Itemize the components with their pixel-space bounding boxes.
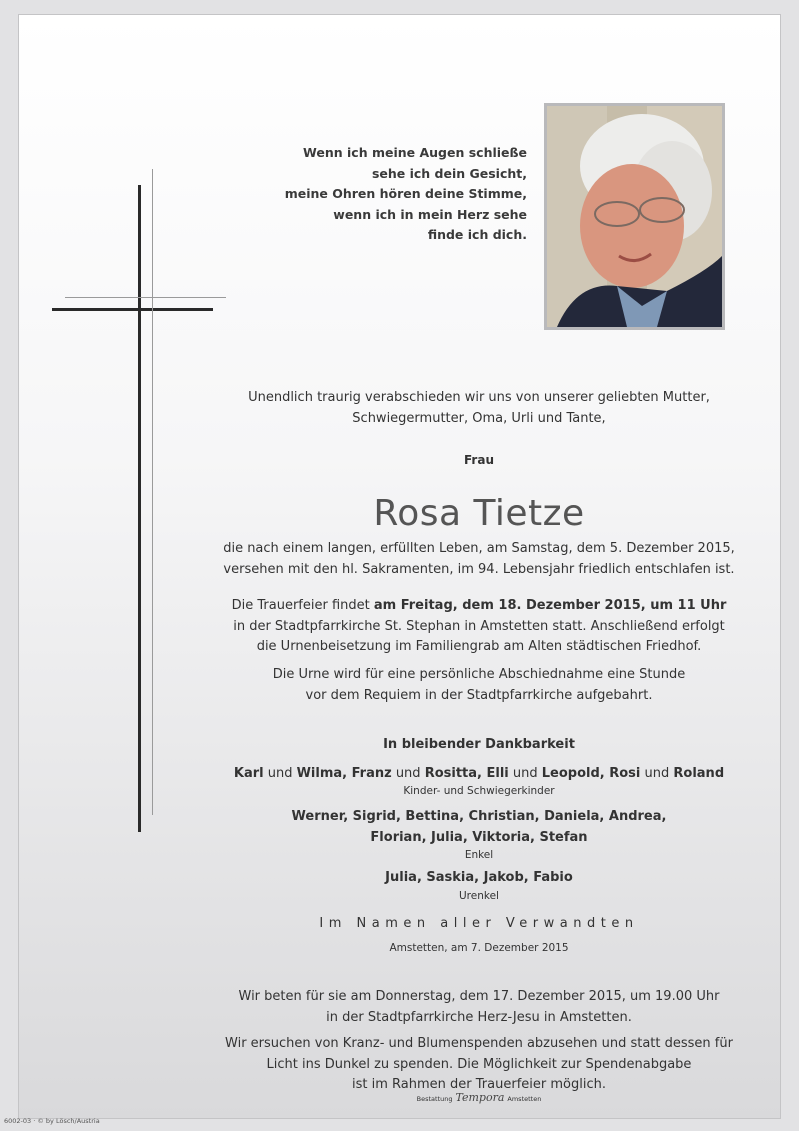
great-grandchildren-label: Urenkel bbox=[459, 890, 499, 902]
undertaker-credit: Bestattung Tempora Amstetten bbox=[416, 1091, 542, 1104]
funeral-line-1: Die Trauerfeier findet am Freitag, dem 18. Dezember 2015, um 11 Uhr bbox=[231, 598, 727, 613]
print-code: 6002-03 · © by Lösch/Austria bbox=[4, 1117, 100, 1125]
grandchildren-line-2: Florian, Julia, Viktoria, Stefan bbox=[370, 829, 588, 845]
grandchildren-label: Enkel bbox=[464, 849, 494, 861]
portrait-image bbox=[547, 106, 722, 327]
death-notice bbox=[169, 539, 789, 580]
funeral-info bbox=[169, 596, 789, 658]
donation-info bbox=[169, 1034, 789, 1096]
funeral-line-3: die Urnenbeisetzung im Familiengrab am Alten städtischen Friedhof. bbox=[256, 639, 702, 654]
relatives-line: Im Namen aller Verwandten bbox=[319, 916, 639, 931]
children-names: Karl und Wilma, Franz und Rositta, Elli und Leopold, Rosi und Roland bbox=[233, 766, 725, 781]
portrait-photo bbox=[544, 103, 725, 330]
poem: Wenn ich meine Augen schließe sehe ich dein Gesicht, meine Ohren hören deine Stimme, wenn ich in mein Herz sehe finde ich dich. bbox=[284, 145, 527, 242]
deceased-name: Rosa Tietze bbox=[373, 493, 585, 534]
urn-info bbox=[169, 665, 789, 706]
intro-text bbox=[169, 388, 789, 429]
gratitude-heading: In bleibender Dankbarkeit bbox=[383, 737, 575, 752]
intro-line-1: Unendlich traurig verabschieden wir uns von unserer geliebten Mutter, bbox=[248, 390, 710, 405]
death-notice-line-1: die nach einem langen, erfüllten Leben, am Samstag, dem 5. Dezember 2015, bbox=[223, 541, 735, 556]
prayer-line-1: Wir beten für sie am Donnerstag, dem 17. Dezember 2015, um 19.00 Uhr bbox=[238, 989, 720, 1004]
donation-line-3: ist im Rahmen der Trauerfeier möglich. bbox=[352, 1077, 606, 1092]
great-grandchildren-names: Julia, Saskia, Jakob, Fabio bbox=[385, 870, 573, 885]
donation-line-1: Wir ersuchen von Kranz- und Blumenspenden abzusehen und statt dessen für bbox=[225, 1036, 733, 1051]
grandchildren-names bbox=[169, 807, 789, 848]
prayer-line-2: in der Stadtpfarrkirche Herz-Jesu in Amstetten. bbox=[326, 1009, 632, 1025]
obituary-card bbox=[18, 14, 781, 1119]
urn-line-1: Die Urne wird für eine persönliche Abschiednahme eine Stunde bbox=[272, 667, 686, 682]
funeral-line-2: in der Stadtpfarrkirche St. Stephan in Amstetten statt. Anschließend erfolgt bbox=[233, 618, 725, 634]
place-date: Amstetten, am 7. Dezember 2015 bbox=[389, 942, 569, 954]
undertaker-logo: Tempora bbox=[455, 1091, 505, 1104]
grandchildren-line-1: Werner, Sigrid, Bettina, Christian, Daniela, Andrea, bbox=[291, 809, 667, 824]
funeral-date: am Freitag, dem 18. Dezember 2015, um 11 Uhr bbox=[373, 598, 727, 613]
prayer-info bbox=[169, 987, 789, 1028]
donation-line-2: Licht ins Dunkel zu spenden. Die Möglichkeit zur Spendenabgabe bbox=[266, 1056, 692, 1072]
salutation: Frau bbox=[464, 453, 494, 467]
urn-line-2: vor dem Requiem in der Stadtpfarrkirche aufgebahrt. bbox=[305, 687, 653, 703]
intro-line-2: Schwiegermutter, Oma, Urli und Tante, bbox=[352, 410, 606, 426]
children-label: Kinder- und Schwiegerkinder bbox=[403, 785, 555, 797]
death-notice-line-2: versehen mit den hl. Sakramenten, im 94. Lebensjahr friedlich entschlafen ist. bbox=[223, 561, 735, 577]
